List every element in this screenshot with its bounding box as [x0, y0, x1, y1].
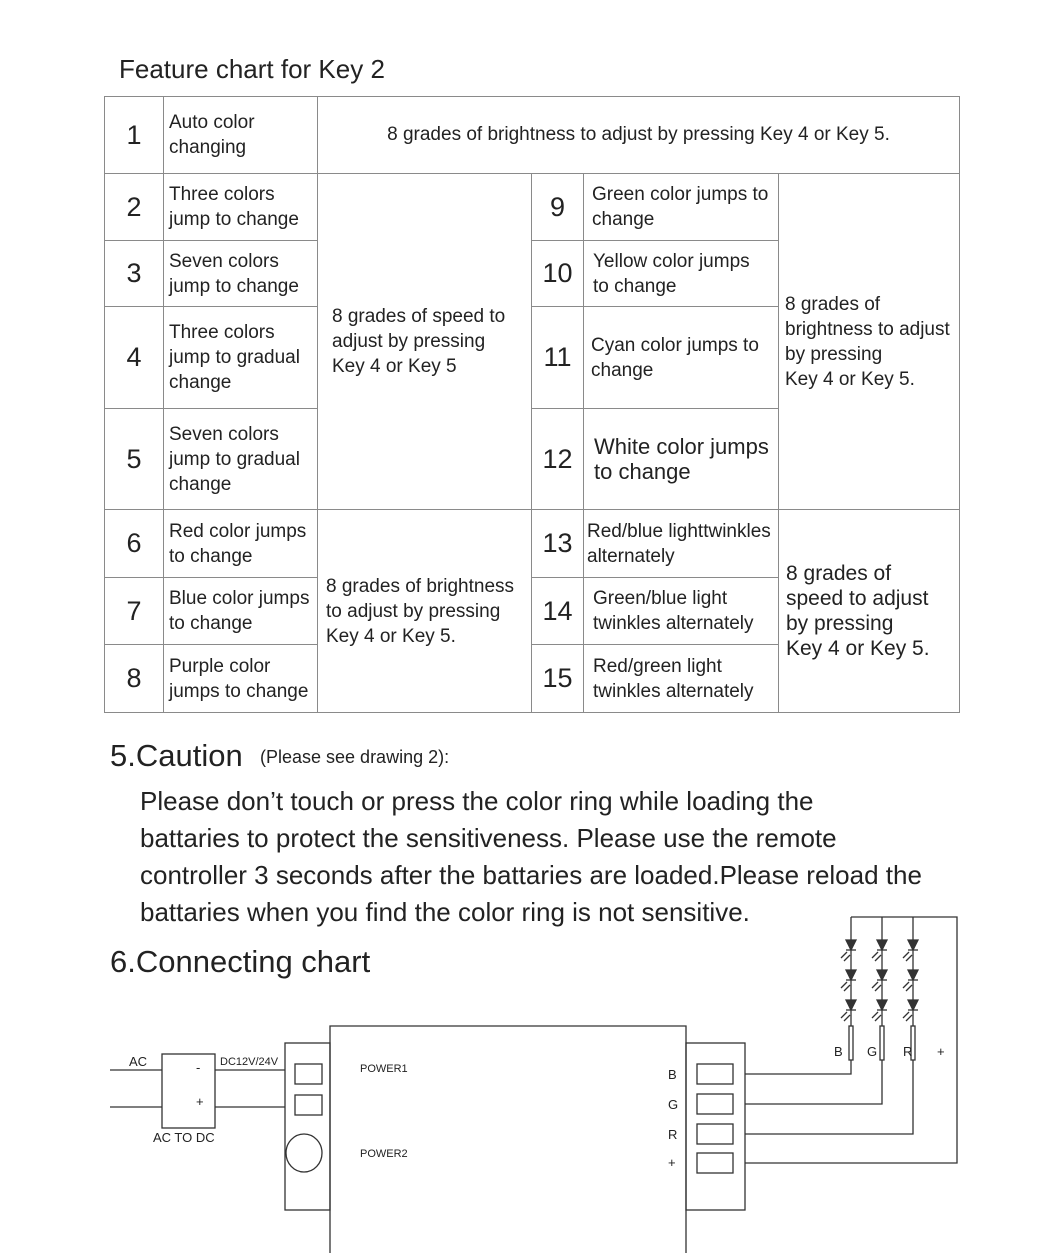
key-number: 6	[104, 509, 164, 578]
mode-name: Green color jumps to change	[583, 173, 779, 241]
strip-label-g: G	[867, 1044, 878, 1059]
key-number: 5	[104, 408, 164, 510]
light-arrow-icon	[841, 952, 847, 958]
light-arrow-icon	[844, 1015, 850, 1021]
key-number: 9	[531, 173, 584, 241]
led-diode-icon	[846, 970, 856, 980]
led-diode-icon	[908, 970, 918, 980]
led-diode-icon	[908, 1000, 918, 1010]
key-number: 8	[104, 644, 164, 713]
out-label-g: G	[668, 1097, 679, 1112]
mode-name: Yellow color jumps to change	[583, 240, 779, 307]
light-arrow-icon	[841, 1012, 847, 1018]
ac-dc-converter	[162, 1054, 215, 1128]
light-arrow-icon	[903, 982, 909, 988]
strip-label-r: R	[903, 1044, 913, 1059]
plus-label: +	[196, 1094, 204, 1109]
out-label-b: B	[668, 1067, 677, 1082]
mode-name: Red/blue lighttwinkles alternately	[583, 509, 779, 578]
strip-label-b: B	[834, 1044, 843, 1059]
light-arrow-icon	[844, 985, 850, 991]
resistor-icon	[880, 1026, 884, 1060]
mode-name: Cyan color jumps to change	[583, 306, 779, 409]
key-number: 14	[531, 577, 584, 645]
output-connector	[686, 1043, 745, 1210]
light-arrow-icon	[841, 982, 847, 988]
brightness-note: 8 grades of brightness to adjust by pressing Key 4 or Key 5.	[317, 509, 532, 713]
out-label-plus: +	[668, 1155, 676, 1170]
input-connector	[285, 1043, 330, 1210]
mode-name: Seven colors jump to change	[163, 240, 318, 307]
key-number: 15	[531, 644, 584, 713]
connecting-title: 6.Connecting chart	[110, 944, 371, 979]
power2-label: POWER2	[360, 1148, 408, 1160]
wire-r	[745, 1060, 913, 1134]
mode-name: Seven colors jump to gradual change	[163, 408, 318, 510]
receiver-circle	[286, 1134, 322, 1172]
led-diode-icon	[846, 1000, 856, 1010]
controller-box	[330, 1026, 686, 1253]
resistor-icon	[849, 1026, 853, 1060]
key-number: 3	[104, 240, 164, 307]
key-number: 2	[104, 173, 164, 241]
caution-body: Please don’t touch or press the color ring while loading the battaries to protect the sensitiveness. Please use the remote controller 3 seconds after the battaries are loaded.Please reload the battaries when you find the color ring is not sensitive.	[140, 786, 922, 927]
light-arrow-icon	[872, 1012, 878, 1018]
key-number: 11	[531, 306, 584, 409]
speed-note: 8 grades of speed to adjust by pressing Key 4 or Key 5	[317, 173, 532, 510]
dc-voltage-label: DC12V/24V	[220, 1056, 279, 1068]
mode-name: White color jumps to change	[583, 408, 779, 510]
light-arrow-icon	[875, 1015, 881, 1021]
ac-label: AC	[129, 1054, 148, 1069]
light-arrow-icon	[906, 955, 912, 961]
light-arrow-icon	[875, 955, 881, 961]
brightness-note: 8 grades of brightness to adjust by pressing Key 4 or Key 5.	[778, 173, 960, 510]
led-diode-icon	[846, 940, 856, 950]
converter-label: AC TO DC	[153, 1130, 215, 1145]
key-number: 1	[104, 96, 164, 174]
led-diode-icon	[877, 970, 887, 980]
key-number: 7	[104, 577, 164, 645]
output-terminal-r	[697, 1124, 733, 1144]
light-arrow-icon	[872, 982, 878, 988]
led-diode-icon	[877, 940, 887, 950]
mode-name: Red color jumps to change	[163, 509, 318, 578]
mode-name: Three colors jump to gradual change	[163, 306, 318, 409]
light-arrow-icon	[903, 952, 909, 958]
out-label-r: R	[668, 1127, 678, 1142]
minus-label: -	[196, 1060, 201, 1075]
mode-name: Blue color jumps to change	[163, 577, 318, 645]
key-number: 12	[531, 408, 584, 510]
light-arrow-icon	[875, 985, 881, 991]
light-arrow-icon	[844, 955, 850, 961]
mode-name: Purple color jumps to change	[163, 644, 318, 713]
power-terminal	[295, 1095, 322, 1115]
feature-chart-title: Feature chart for Key 2	[119, 54, 385, 84]
wire-g	[745, 1060, 882, 1104]
led-diode-icon	[908, 940, 918, 950]
mode-name: Red/green light twinkles alternately	[583, 644, 779, 713]
light-arrow-icon	[903, 1012, 909, 1018]
key-number: 4	[104, 306, 164, 409]
power1-label: POWER1	[360, 1063, 408, 1075]
output-terminal-b	[697, 1064, 733, 1084]
output-terminal-plus	[697, 1153, 733, 1173]
caution-title: 5.Caution	[110, 738, 243, 773]
light-arrow-icon	[872, 952, 878, 958]
strip-label-plus: +	[937, 1044, 945, 1059]
led-diode-icon	[877, 1000, 887, 1010]
wire-b	[745, 1060, 851, 1074]
mode-name: Auto color changing	[163, 96, 318, 174]
mode-name: Green/blue light twinkles alternately	[583, 577, 779, 645]
light-arrow-icon	[906, 1015, 912, 1021]
output-terminal-g	[697, 1094, 733, 1114]
caution-subtitle: (Please see drawing 2):	[260, 747, 450, 767]
key-number: 10	[531, 240, 584, 307]
key-number: 13	[531, 509, 584, 578]
mode-note: 8 grades of brightness to adjust by pressing Key 4 or Key 5.	[317, 96, 960, 174]
mode-name: Three colors jump to change	[163, 173, 318, 241]
light-arrow-icon	[906, 985, 912, 991]
power-terminal	[295, 1064, 322, 1084]
speed-note: 8 grades of speed to adjust by pressing Key 4 or Key 5.	[778, 509, 960, 713]
